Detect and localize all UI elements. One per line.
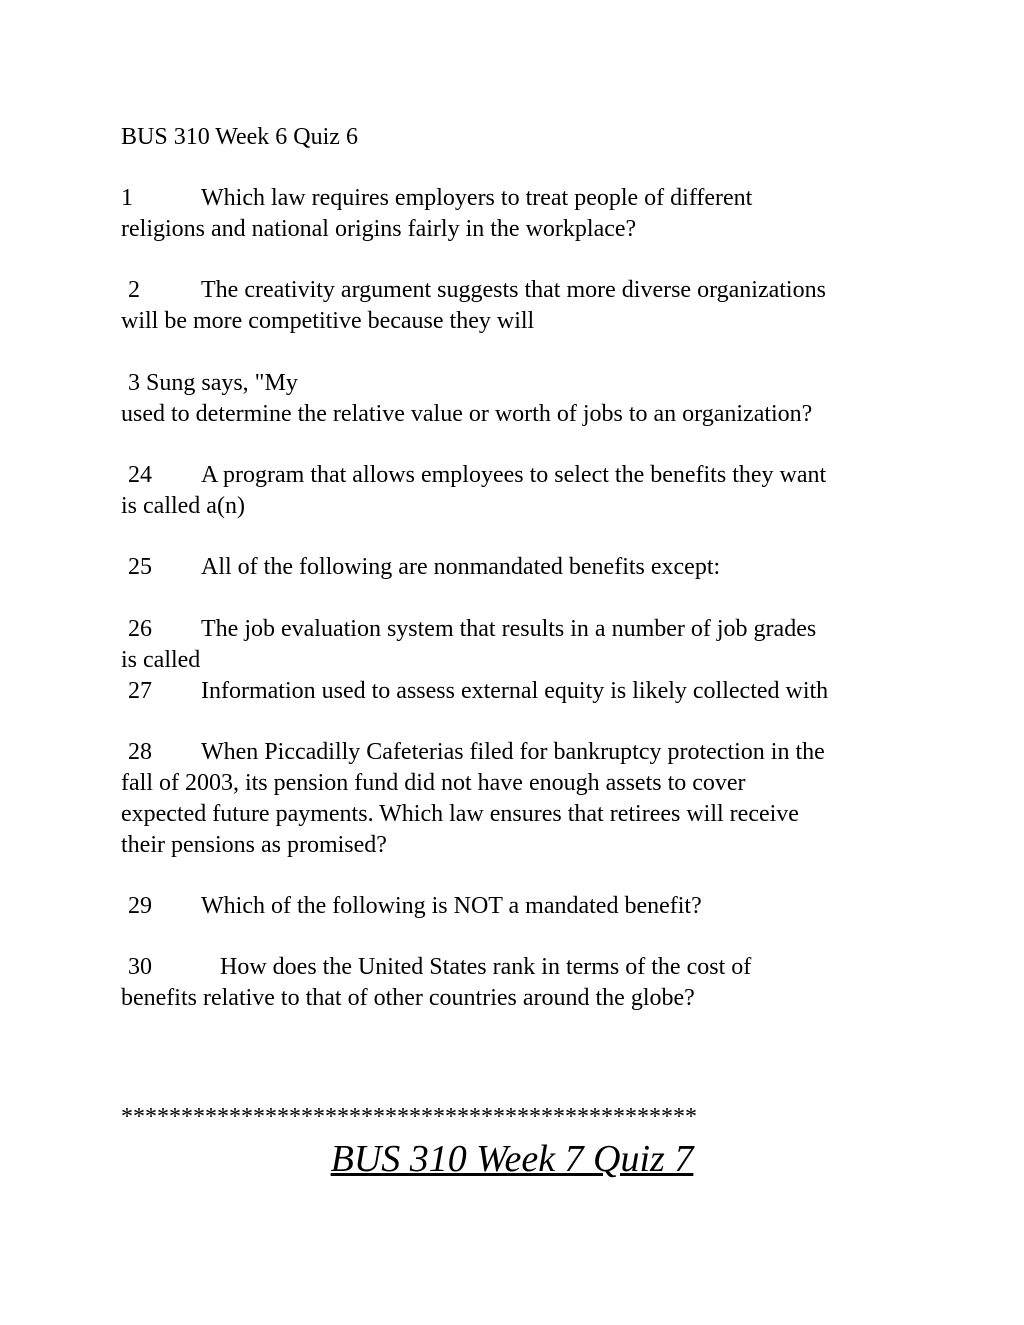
question-24-line-2: is called a(n): [121, 493, 245, 519]
question-28-line-4: their pensions as promised?: [121, 832, 387, 858]
separator-line: ************************************************: [121, 1104, 697, 1130]
question-24-line-1: 24 A program that allows employees to select the benefits they want: [121, 460, 826, 491]
question-26-line-1: 26 The job evaluation system that results in a number of job grades: [121, 614, 816, 645]
question-27-line-1: 27 Information used to assess external equity is likely collected with: [121, 676, 828, 707]
question-number: 29: [128, 893, 152, 919]
question-2-line-2: will be more competitive because they will: [121, 308, 535, 334]
question-28-line-1: 28 When Piccadilly Cafeterias filed for bankruptcy protection in the: [121, 737, 825, 768]
question-1-line-2: religions and national origins fairly in the workplace?: [121, 216, 637, 242]
question-number: 30: [128, 954, 152, 980]
question-3-line-2: used to determine the relative value or worth of jobs to an organization?: [121, 401, 813, 427]
question-number: 3: [128, 370, 140, 396]
question-26-line-2: is called: [121, 647, 201, 673]
question-28-line-3: expected future payments. Which law ensures that retirees will receive: [121, 801, 799, 827]
question-30-line-1: 30 How does the United States rank in terms of the cost of: [121, 952, 751, 983]
question-number: 26: [128, 616, 152, 642]
question-number: 27: [128, 678, 152, 704]
question-number: 1: [121, 185, 133, 211]
question-25-line-1: 25 All of the following are nonmandated benefits except:: [121, 552, 720, 583]
question-30-line-2: benefits relative to that of other countries around the globe?: [121, 985, 695, 1011]
question-3-line-1: 3 Sung says, "My: [121, 368, 298, 399]
question-number: 28: [128, 739, 152, 765]
question-1-line-1: 1 Which law requires employers to treat people of different: [121, 183, 752, 214]
quiz-header: BUS 310 Week 6 Quiz 6: [121, 124, 358, 150]
question-number: 2: [128, 277, 140, 303]
question-2-line-1: 2 The creativity argument suggests that more diverse organizations: [121, 275, 826, 306]
question-28-line-2: fall of 2003, its pension fund did not have enough assets to cover: [121, 770, 746, 796]
next-quiz-title: BUS 310 Week 7 Quiz 7: [330, 1138, 694, 1180]
question-number: 24: [128, 462, 152, 488]
question-29-line-1: 29 Which of the following is NOT a mandated benefit?: [121, 891, 702, 922]
question-number: 25: [128, 554, 152, 580]
